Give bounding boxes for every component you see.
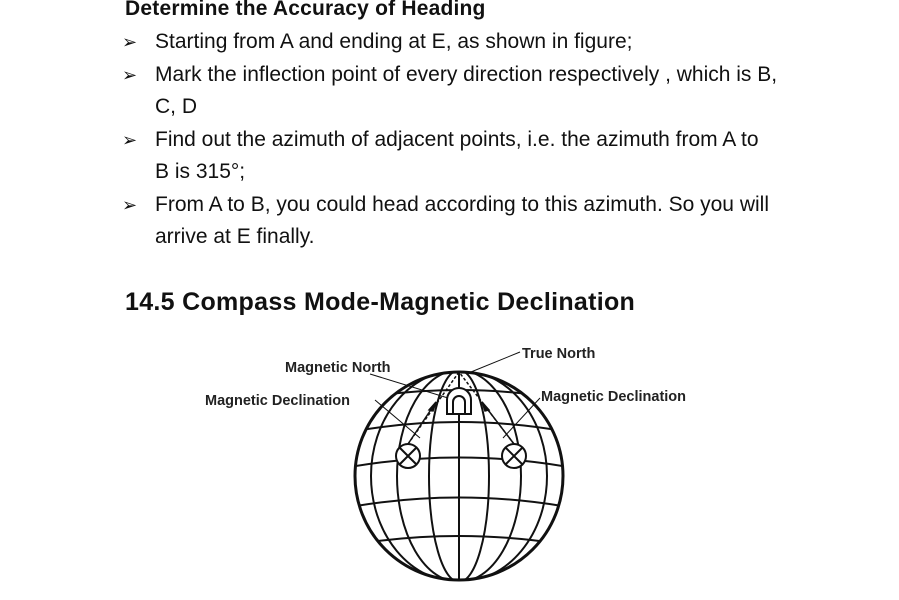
section-title: 14.5 Compass Mode-Magnetic Declination: [125, 288, 636, 316]
magnetic-declination-diagram: [0, 330, 899, 600]
instruction-list: [122, 26, 822, 254]
arrow-bullet-icon: ➢: [122, 64, 138, 85]
magnetic-north-label: Magnetic North: [285, 360, 391, 376]
arrow-bullet-icon: ➢: [122, 194, 138, 215]
list-item: [122, 189, 822, 254]
list-item-text: From A to B, you could head according to this azimuth. So you will arrive at E finally.: [155, 192, 769, 248]
arrow-bullet-icon: ➢: [122, 129, 138, 150]
compass-icon-right: [502, 444, 526, 468]
list-item-text: Find out the azimuth of adjacent points, i.e. the azimuth from A to B is 315°;: [155, 127, 759, 183]
magnetic-pole-icon: [447, 388, 471, 414]
compass-icon-left: [396, 444, 420, 468]
list-item: [122, 124, 822, 189]
list-item: [122, 26, 822, 59]
accuracy-heading: Determine the Accuracy of Heading: [125, 0, 486, 20]
declination-label-right: Magnetic Declination: [541, 389, 687, 405]
true-north-label: True North: [522, 346, 596, 362]
declination-label-left: Magnetic Declination: [205, 393, 351, 409]
list-item-text: Starting from A and ending at E, as shown in figure;: [155, 30, 633, 53]
list-item: [122, 59, 822, 124]
arrow-bullet-icon: ➢: [122, 32, 138, 52]
list-item-text: Mark the inflection point of every direction respectively , which is B, C, D: [155, 62, 778, 118]
